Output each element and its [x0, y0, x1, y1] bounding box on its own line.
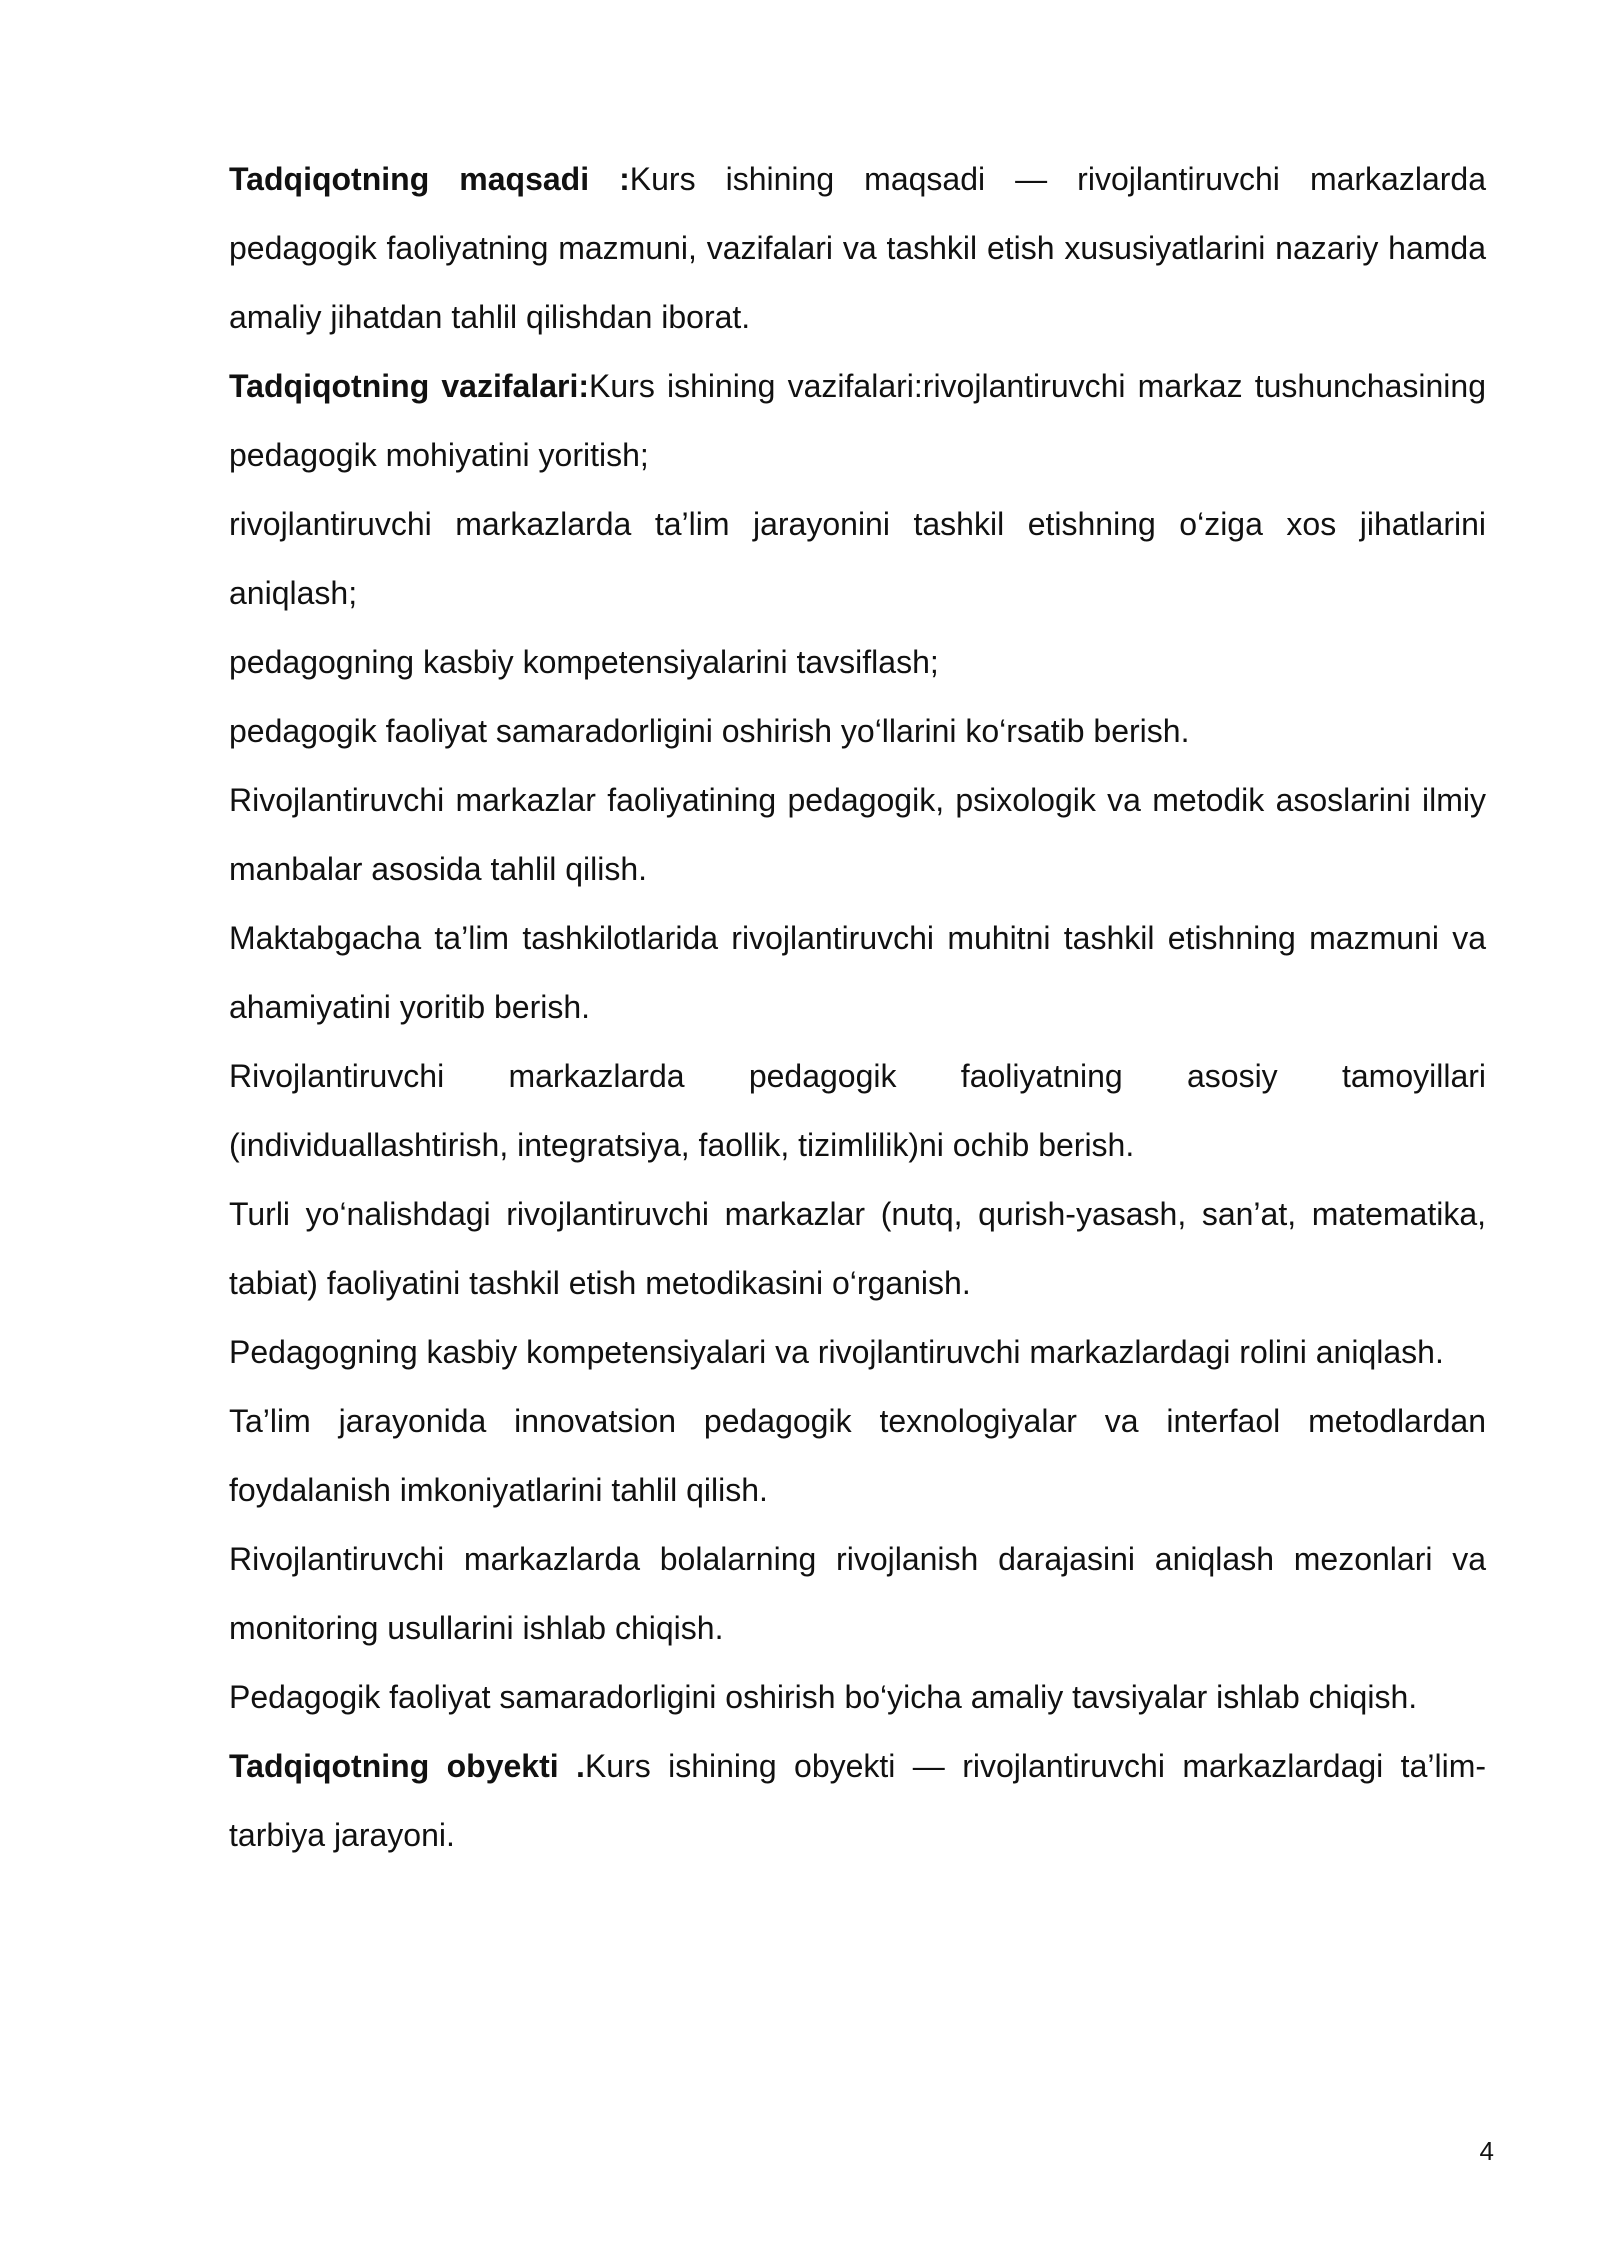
paragraph-heading: Tadqiqotning maqsadi : [229, 161, 630, 197]
paragraph-text: Rivojlantiruvchi markazlar faoliyatining pedagogik, psixologik va metodik asoslarini ilmiy manbalar asosida tahlil qilish. [229, 782, 1486, 887]
paragraph-text: Kurs ishining vazifalari:rivojlantiruvchi markaz tushunchasining pedagogik mohiyatini yoritish; [229, 368, 1487, 473]
paragraph-research-tasks [229, 352, 1486, 490]
paragraph-text: Pedagogik faoliyat samaradorligini oshirish bo‘yicha amaliy tavsiyalar ishlab chiqish. [229, 1679, 1418, 1715]
paragraph-text: Turli yo‘nalishdagi rivojlantiruvchi markazlar (nutq, qurish-yasash, san’at, matematika, tabiat) faoliyatini tashkil etish metodikasini o‘rganish. [229, 1196, 1486, 1301]
paragraph-task-item [229, 490, 1486, 628]
paragraph-task-item [229, 1318, 1486, 1387]
paragraph-task-item [229, 697, 1486, 766]
paragraph-text: pedagogning kasbiy kompetensiyalarini tavsiflash; [229, 644, 939, 680]
paragraph-research-goal [229, 145, 1486, 352]
paragraph-task-item [229, 628, 1486, 697]
paragraph-task-item [229, 1525, 1486, 1663]
paragraph-task-item [229, 1180, 1486, 1318]
paragraph-text: Kurs ishining maqsadi — rivojlantiruvchi markazlarda pedagogik faoliyatning mazmuni, vazifalari va tashkil etish xususiyatlarini nazariy hamda amaliy jihatdan tahlil qilishdan iborat. [229, 161, 1486, 335]
page-body [229, 145, 1486, 1870]
paragraph-text: pedagogik faoliyat samaradorligini oshirish yo‘llarini ko‘rsatib berish. [229, 713, 1190, 749]
paragraph-text: Rivojlantiruvchi markazlarda pedagogik faoliyatning asosiy tamoyillari (individuallashtirish, integratsiya, faollik, tizimlilik)ni ochib berish. [229, 1058, 1486, 1163]
paragraph-task-item [229, 766, 1486, 904]
page-number: 4 [1479, 2136, 1494, 2166]
paragraph-text: Ta’lim jarayonida innovatsion pedagogik texnologiyalar va interfaol metodlardan foydalanish imkoniyatlarini tahlil qilish. [229, 1403, 1486, 1508]
paragraph-text: Maktabgacha ta’lim tashkilotlarida rivojlantiruvchi muhitni tashkil etishning mazmuni va ahamiyatini yoritib berish. [229, 920, 1486, 1025]
paragraph-task-item [229, 1387, 1486, 1525]
paragraph-heading: Tadqiqotning obyekti . [229, 1748, 585, 1784]
paragraph-text: Rivojlantiruvchi markazlarda bolalarning rivojlanish darajasini aniqlash mezonlari va monitoring usullarini ishlab chiqish. [229, 1541, 1486, 1646]
paragraph-heading: Tadqiqotning vazifalari: [229, 368, 590, 404]
paragraph-task-item [229, 1042, 1486, 1180]
paragraph-text: Pedagogning kasbiy kompetensiyalari va rivojlantiruvchi markazlardagi rolini aniqlash. [229, 1334, 1444, 1370]
paragraph-text: Kurs ishining obyekti — rivojlantiruvchi markazlardagi ta’lim-tarbiya jarayoni. [229, 1748, 1487, 1853]
paragraph-text: rivojlantiruvchi markazlarda ta’lim jarayonini tashkil etishning o‘ziga xos jihatlarini aniqlash; [229, 506, 1486, 611]
paragraph-task-item [229, 1663, 1486, 1732]
paragraph-task-item [229, 904, 1486, 1042]
paragraph-research-object [229, 1732, 1486, 1870]
